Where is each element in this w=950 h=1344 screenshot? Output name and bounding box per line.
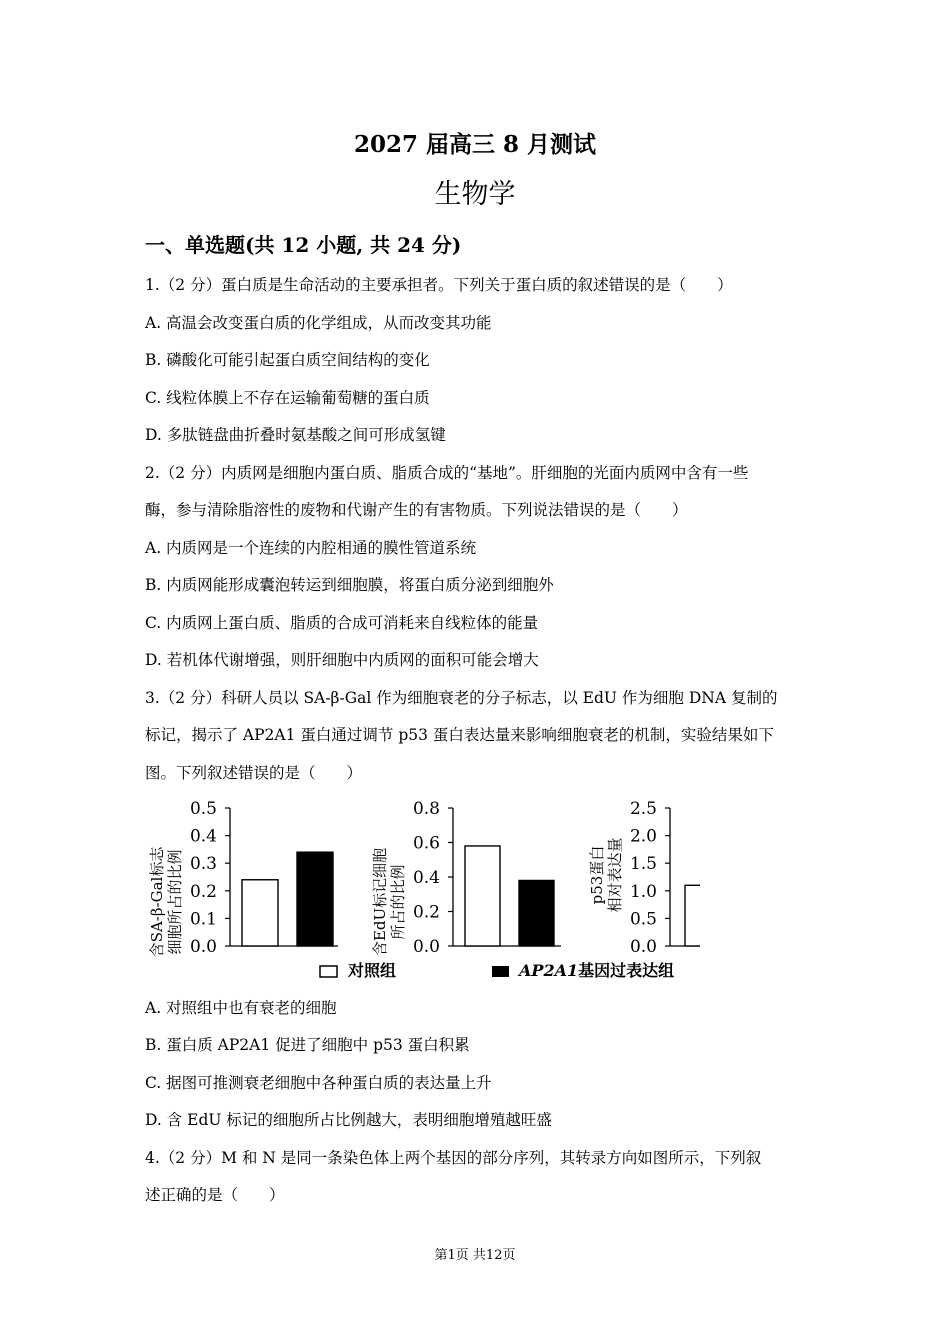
chart-2-bar-overexpression [519,880,554,946]
svg-text:p53蛋白: p53蛋白 [588,845,606,905]
question-1-option-c: C. 线粒体膜上不存在运输葡萄糖的蛋白质 [145,389,430,407]
question-2-stem-line-2: 酶，参与清除脂溶性的废物和代谢产生的有害物质。下列说法错误的是（ ） [145,501,688,519]
chart-3-tick-label: 2.5 [629,799,657,819]
page-footer: 第1页 共12页 [434,1248,516,1263]
svg-text:所占的比例: 所占的比例 [389,864,407,940]
question-2-option-a: A. 内质网是一个连续的内腔相通的膜性管道系统 [145,539,477,557]
question-3-stem-line-1: 3.（2 分）科研人员以 SA-β-Gal 作为细胞衰老的分子标志，以 EdU 作为细胞 DNA 复制的 [145,689,778,707]
chart-3-tick-label: 2.0 [629,826,657,847]
chart-1-tick-label: 0.0 [189,937,217,957]
chart-3-bar-control [685,885,700,946]
subject-title: 生物学 [434,179,516,210]
chart-2-ylabel [371,848,407,956]
chart-1 [190,799,338,957]
question-3-option-c: C. 据图可推测衰老细胞中各种蛋白质的表达量上升 [145,1074,492,1092]
svg-text:含SA-β-Gal标志: 含SA-β-Gal标志 [148,846,166,958]
question-3-option-b: B. 蛋白质 AP2A1 促进了细胞中 p53 蛋白积累 [145,1036,470,1054]
chart-2-tick-label: 0.0 [412,937,440,957]
chart-2-tick-label: 0.4 [412,868,440,888]
question-1-stem: 1.（2 分）蛋白质是生命活动的主要承担者。下列关于蛋白质的叙述错误的是（ ） [145,276,733,294]
question-2-option-d: D. 若机体代谢增强，则肝细胞中内质网的面积可能会增大 [145,651,539,669]
svg-text:含EdU标记细胞: 含EdU标记细胞 [371,847,389,957]
question-2-option-c: C. 内质网上蛋白质、脂质的合成可消耗来自线粒体的能量 [145,614,539,632]
question-1-option-d: D. 多肽链盘曲折叠时氨基酸之间可形成氢键 [145,426,446,444]
question-3-option-a: A. 对照组中也有衰老的细胞 [145,999,337,1017]
exam-title: 2027 届高三 8 月测试 [353,131,597,158]
chart-3-tick-label: 1.0 [629,881,657,902]
question-4-stem-line-2: 述正确的是（ ） [145,1186,285,1204]
chart-3-ylabel [588,837,624,912]
chart-2-tick-label: 0.6 [412,833,440,854]
bar-charts [140,790,700,990]
chart-1-tick-label: 0.1 [189,909,217,930]
legend-overexpression-swatch [492,966,509,977]
question-3-figure [140,790,700,990]
question-1-option-b: B. 磷酸化可能引起蛋白质空间结构的变化 [145,351,430,369]
chart-3 [630,799,700,957]
chart-2-tick-label: 0.8 [412,799,440,819]
legend-control-label: 对照组 [348,961,397,980]
question-2-stem-line-1: 2.（2 分）内质网是细胞内蛋白质、脂质合成的“基地”。肝细胞的光面内质网中含有一些 [145,464,749,482]
chart-3-tick-label: 1.5 [629,854,657,875]
question-3-option-d: D. 含 EdU 标记的细胞所占比例越大，表明细胞增殖越旺盛 [145,1111,552,1129]
legend-overexpression-label: AP2A1基因过表达组 [519,961,675,980]
chart-1-ylabel [148,846,184,958]
chart-2 [413,799,561,957]
question-2-option-b: B. 内质网能形成囊泡转运到细胞膜，将蛋白质分泌到细胞外 [145,576,554,594]
chart-2-bar-control [465,846,500,946]
question-4-stem-line-1: 4.（2 分）M 和 N 是同一条染色体上两个基因的部分序列，其转录方向如图所示，下列叙 [145,1149,762,1167]
chart-2-tick-label: 0.2 [412,902,440,923]
question-1-option-a: A. 高温会改变蛋白质的化学组成，从而改变其功能 [145,314,492,332]
chart-1-tick-label: 0.3 [189,854,217,875]
chart-1-bar-overexpression [297,852,333,946]
chart-1-tick-label: 0.5 [189,799,217,819]
svg-text:细胞所占的比例: 细胞所占的比例 [166,849,184,955]
legend-control-swatch [320,966,337,977]
chart-3-tick-label: 0.0 [629,937,657,957]
chart-1-tick-label: 0.4 [189,826,217,847]
question-3-stem-line-3: 图。下列叙述错误的是（ ） [145,764,363,782]
svg-text:相对表达量: 相对表达量 [606,837,624,913]
section-heading: 一、单选题(共 12 小题, 共 24 分) [145,233,462,257]
question-3-stem-line-2: 标记，揭示了 AP2A1 蛋白通过调节 p53 蛋白表达量来影响细胞衰老的机制，实验结果如下 [145,726,774,744]
chart-3-tick-label: 0.5 [629,909,657,930]
chart-1-bar-control [242,880,278,946]
chart-1-tick-label: 0.2 [189,881,217,902]
